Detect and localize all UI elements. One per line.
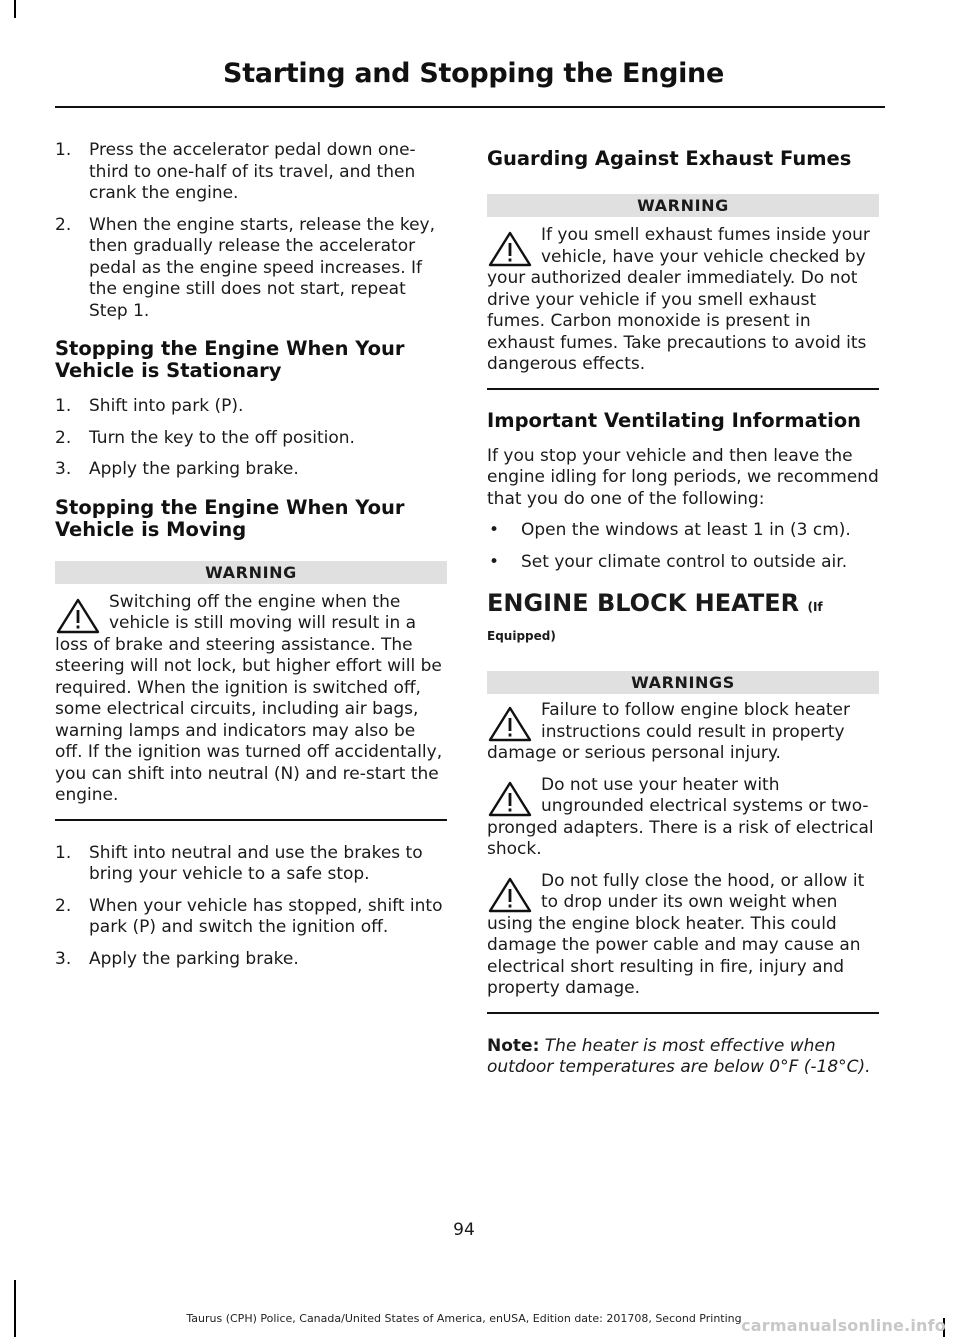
heater-warnings bbox=[487, 671, 879, 1014]
list-item: • Set your climate control to outside air. bbox=[489, 551, 848, 572]
warning-triangle-icon bbox=[55, 597, 101, 635]
heater-heading-sub: Equipped) bbox=[487, 629, 556, 643]
warning-text: If you smell exhaust fumes inside your vehicle, have your vehicle checked by your authorized dealer immediately. Do not drive your vehicle if you smell exhaust fumes. Carbon monoxide is present in exhaust fumes. Take precautions to avoid its dangerous effects. bbox=[487, 225, 870, 374]
header-divider bbox=[55, 106, 885, 108]
list-item: 1. Press the accelerator pedal down one-third to one-half of its travel, and then crank the engine. bbox=[55, 140, 416, 203]
page-title: Starting and Stopping the Engine bbox=[223, 58, 724, 89]
moving-steps-list bbox=[55, 843, 447, 971]
warning-triangle-icon bbox=[487, 230, 533, 268]
list-item: 3. Apply the parking brake. bbox=[55, 459, 299, 479]
warning-item bbox=[487, 871, 879, 1000]
stationary-heading: Stopping the Engine When Your Vehicle is Stationary bbox=[55, 337, 405, 382]
exhaust-warning bbox=[487, 194, 879, 390]
warning-divider bbox=[487, 1012, 879, 1014]
warning-divider bbox=[55, 819, 447, 821]
watermark: carmanualsonline.info bbox=[741, 1316, 946, 1335]
left-column bbox=[55, 140, 447, 980]
vent-bullets-list bbox=[487, 520, 879, 573]
right-column bbox=[487, 140, 879, 1079]
warning-label: WARNING bbox=[487, 194, 879, 217]
list-item: 2. Turn the key to the off position. bbox=[55, 427, 355, 448]
moving-warning bbox=[55, 561, 447, 821]
start-steps-list bbox=[55, 140, 447, 322]
footer-edition: Taurus (CPH) Police, Canada/United States of America, enUSA, Edition date: 201708, Second Printing bbox=[186, 1312, 742, 1325]
note-text: The heater is most effective when outdoor temperatures are below 0°F (-18°C). bbox=[487, 1035, 871, 1077]
warning-triangle-icon bbox=[487, 705, 533, 743]
heater-heading: ENGINE BLOCK HEATER (If bbox=[487, 589, 823, 617]
warning-label: WARNINGS bbox=[487, 671, 879, 694]
warning-triangle-icon bbox=[487, 876, 533, 914]
vent-heading: Important Ventilating Information bbox=[487, 408, 862, 432]
warning-item bbox=[487, 775, 879, 861]
list-item: • Open the windows at least 1 in (3 cm). bbox=[489, 520, 851, 540]
list-item: 1. Shift into park (P). bbox=[55, 396, 244, 416]
page-number: 94 bbox=[453, 1220, 475, 1240]
warning-text: Do not use your heater with ungrounded electrical systems or two-pronged adapters. There is a risk of electrical shock. bbox=[487, 774, 874, 859]
moving-heading: Stopping the Engine When Your Vehicle is Moving bbox=[55, 495, 405, 541]
note bbox=[487, 1036, 879, 1079]
crop-mark-top-left bbox=[14, 0, 16, 18]
stationary-steps-list bbox=[55, 396, 447, 481]
warning-triangle-icon bbox=[487, 780, 533, 818]
warning-text: Switching off the engine when the vehicle is still moving will result in a loss of brake and steering assistance. The steering will not lock, but higher effort will be required. When the ignition is switched off, some electrical circuits, including air bags, warning lamps and indicators may also be off. If the ignition was turned off accidentally, you can shift into neutral (N) and re-start the engine. bbox=[55, 591, 443, 805]
warning-text: Do not fully close the hood, or allow it to drop under its own weight when using the engine block heater. This could damage the power cable and may cause an electrical short resulting in fire, injury and property damage. bbox=[487, 870, 865, 998]
crop-mark-bottom-left bbox=[14, 1280, 16, 1337]
list-item: 1. Shift into neutral and use the brakes to bring your vehicle to a safe stop. bbox=[55, 842, 423, 884]
warning-item bbox=[487, 700, 879, 765]
vent-text: If you stop your vehicle and then leave the engine idling for long periods, we recommend that you do one of the following: bbox=[487, 445, 879, 509]
warning-text: Failure to follow engine block heater instructions could result in property damage or serious personal injury. bbox=[487, 700, 851, 763]
warning-divider bbox=[487, 388, 879, 390]
list-item: 3. Apply the parking brake. bbox=[55, 948, 299, 969]
note-label: Note: bbox=[487, 1035, 540, 1056]
warning-label: WARNING bbox=[55, 561, 447, 584]
list-item: 2. When your vehicle has stopped, shift into park (P) and switch the ignition off. bbox=[55, 895, 443, 937]
list-item: 2. When the engine starts, release the key, then gradually release the accelerator pedal as the engine speed increases. If the engine still does not start, repeat Step 1. bbox=[55, 214, 436, 321]
exhaust-heading: Guarding Against Exhaust Fumes bbox=[487, 147, 852, 170]
